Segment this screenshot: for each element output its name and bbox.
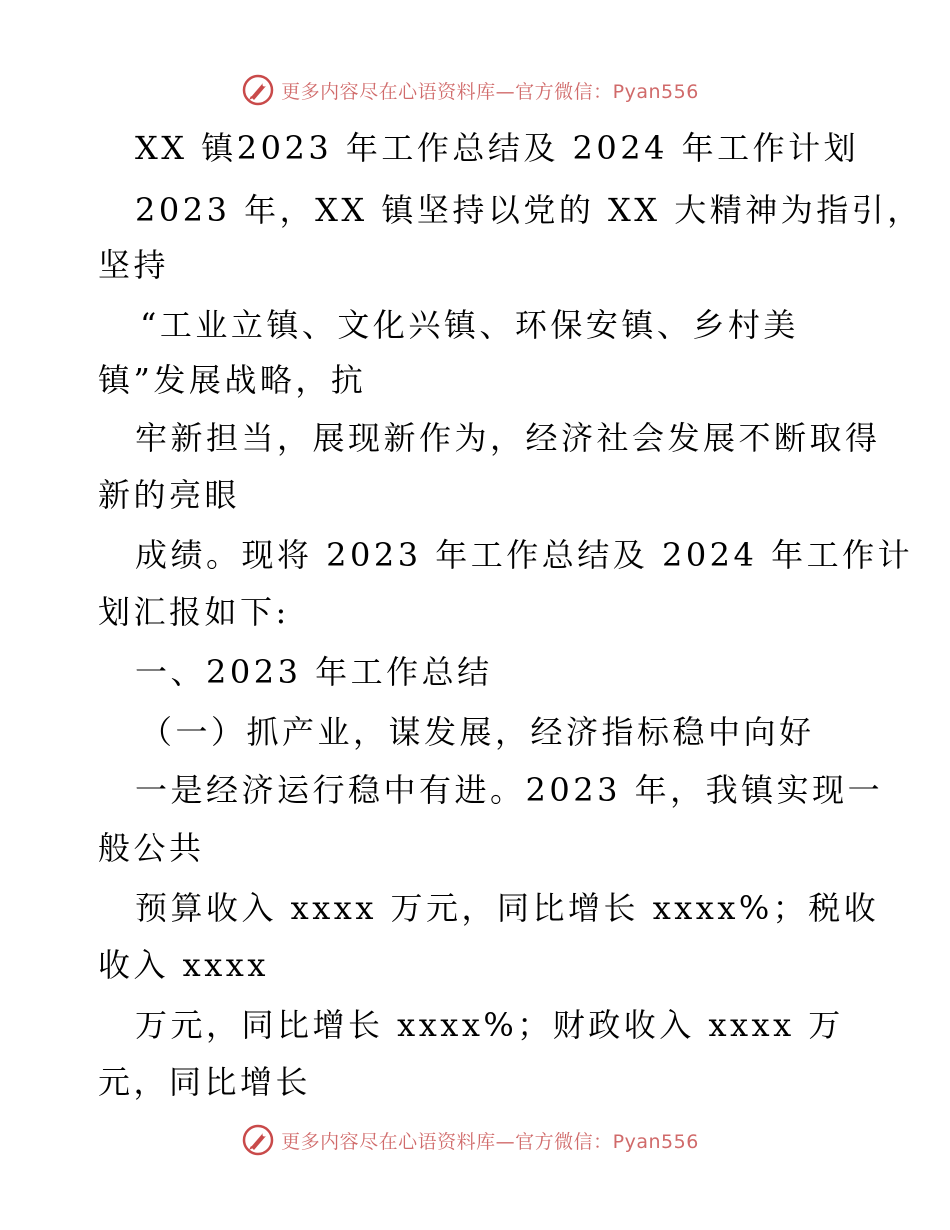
subsection-heading: （一）抓产业，谋发展，经济指标稳中向好 [140, 713, 815, 751]
pen-nib-seal-icon [241, 1123, 275, 1157]
watermark-text: 更多内容尽在心语资料库—官方微信：Pyan556 [281, 1130, 699, 1153]
paragraph-line: 划汇报如下: [98, 593, 290, 631]
pen-nib-seal-icon [241, 73, 275, 107]
paragraph-line: 元，同比增长 [98, 1063, 312, 1101]
paragraph-line: 成绩。现将 2023 年工作总结及 2024 年工作计 [135, 536, 914, 574]
paragraph-line: 牢新担当，展现新作为，经济社会发展不断取得 [135, 419, 881, 457]
paragraph-line: 预算收入 xxxx 万元，同比增长 xxxx%；税收 [135, 889, 880, 927]
paragraph-line: 一是经济运行稳中有进。2023 年，我镇实现一 [135, 771, 884, 809]
watermark-text: 更多内容尽在心语资料库—官方微信：Pyan556 [281, 80, 699, 103]
paragraph-line: 收入 xxxx [98, 946, 269, 984]
paragraph-line: 万元，同比增长 xxxx%；财政收入 xxxx 万 [135, 1006, 844, 1044]
paragraph-line: “工业立镇、文化兴镇、环保安镇、乡村美 [140, 306, 799, 344]
section-heading: 一、2023 年工作总结 [135, 653, 493, 691]
header-watermark [0, 70, 950, 110]
footer-watermark [0, 1120, 950, 1160]
paragraph-line: 2023 年，XX 镇坚持以党的 XX 大精神为指引， [135, 191, 923, 229]
paragraph-line: 新的亮眼 [98, 476, 241, 514]
paragraph-line: 镇”发展战略，抗 [98, 361, 367, 399]
paragraph-line: 般公共 [98, 829, 205, 867]
document-title: XX 镇2023 年工作总结及 2024 年工作计划 [135, 129, 860, 167]
paragraph-line: 坚持 [98, 246, 170, 284]
